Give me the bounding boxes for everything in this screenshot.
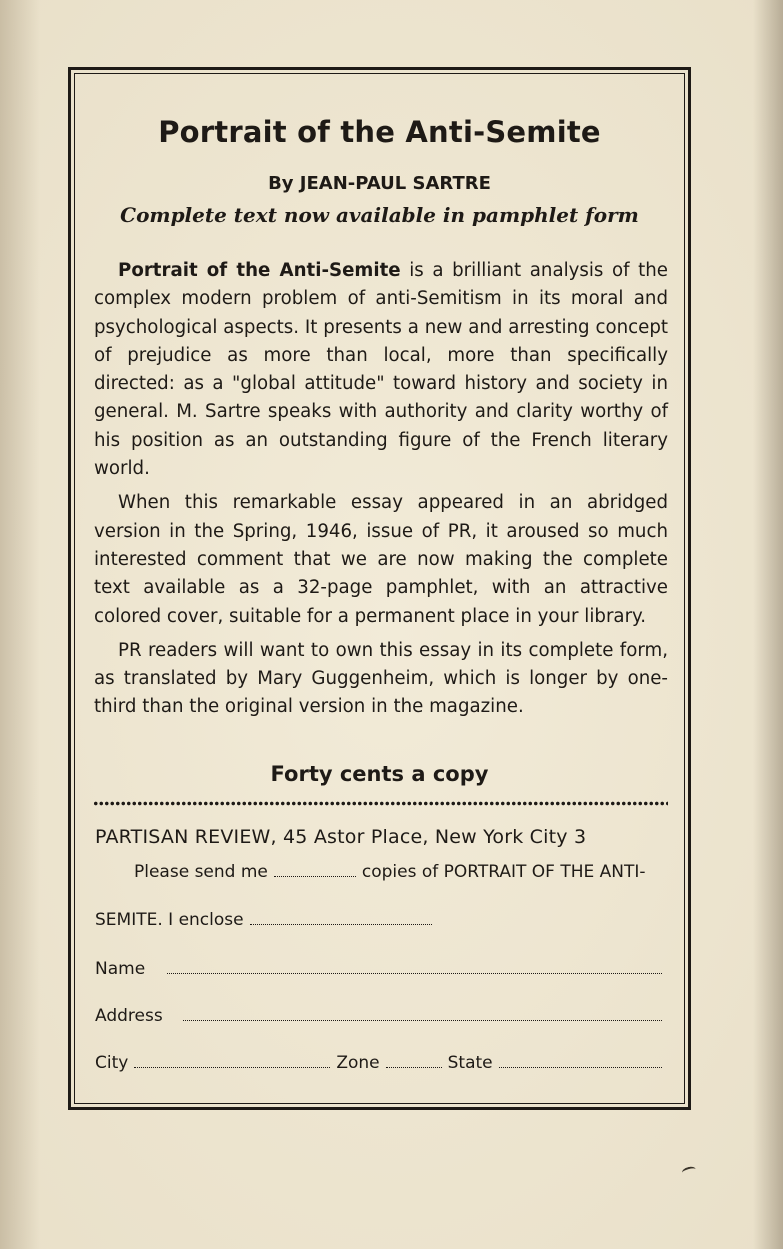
- address-row: [95, 1006, 668, 1026]
- city-label: City: [95, 1053, 129, 1073]
- state-label: State: [447, 1053, 493, 1073]
- paragraph-3: PR readers will want to own this essay in its complete form, as translated by Mary Guggenheim, which is longer by one-third than the original version in the magazine.: [94, 639, 668, 718]
- name-row: [95, 959, 668, 979]
- ad-byline: By JEAN-PAUL SARTRE: [268, 173, 491, 194]
- zone-label: Zone: [336, 1053, 380, 1073]
- state-field[interactable]: [499, 1066, 662, 1068]
- address-field[interactable]: [183, 1019, 662, 1021]
- paragraph-1-lead: Portrait of the Anti-Semite: [118, 260, 401, 281]
- ad-title: Portrait of the Anti-Semite: [158, 115, 601, 149]
- enclose-row: [95, 910, 438, 930]
- name-field[interactable]: [167, 972, 662, 974]
- ad-body: [94, 257, 668, 728]
- copies-field[interactable]: [274, 875, 356, 877]
- paragraph-1: [94, 257, 668, 483]
- send-prefix: Please send me: [134, 862, 268, 882]
- city-field[interactable]: [134, 1066, 330, 1068]
- paragraph-2: When this remarkable essay appeared in an abridged version in the Spring, 1946, issue of PR, it aroused so much interested comment that we are now making the complete text available as a 32-page pamphlet, with an attractive colored cover, suitable for a permanent place in your library.: [94, 492, 668, 627]
- advertisement-box: [68, 67, 691, 1110]
- city-zone-state-row: [95, 1053, 668, 1073]
- paragraph-1-text: is a brilliant analysis of the complex modern problem of anti-Semitism in its moral and psychological aspects. It presents a new and arresting concept of prejudice as more than local, more than specifically directed: as a "global attitude" toward history and society in general. M. Sartre speaks with authority and clarity worthy of his position as an outstanding figure of the French literary world.: [94, 260, 668, 480]
- name-label: Name: [95, 959, 146, 979]
- address-label: Address: [95, 1006, 163, 1026]
- ad-subtitle: Complete text now available in pamphlet form: [120, 203, 639, 227]
- zone-field[interactable]: [386, 1066, 442, 1068]
- price: Forty cents a copy: [270, 762, 489, 786]
- enclose-amount-field[interactable]: [250, 923, 432, 925]
- page-mark: [681, 1165, 697, 1176]
- cut-line: [93, 801, 668, 806]
- send-row: [134, 862, 646, 882]
- publisher-address: PARTISAN REVIEW, 45 Astor Place, New York City 3: [95, 826, 587, 848]
- send-suffix: copies of PORTRAIT OF THE ANTI-: [361, 862, 646, 882]
- enclose-label: SEMITE. I enclose: [95, 910, 244, 930]
